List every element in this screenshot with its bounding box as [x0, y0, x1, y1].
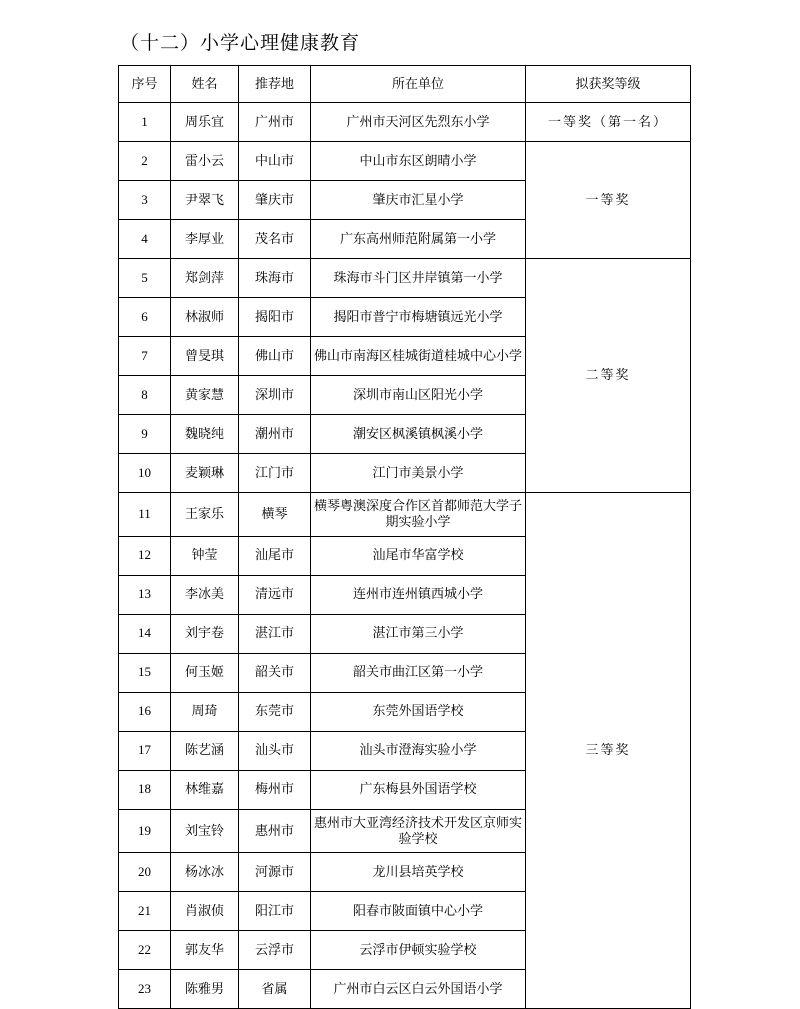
cell-no: 1	[119, 103, 171, 142]
cell-unit: 龙川县培英学校	[311, 853, 526, 892]
cell-unit: 中山市东区朗晴小学	[311, 142, 526, 181]
cell-place: 河源市	[239, 853, 311, 892]
table-row	[119, 142, 691, 181]
cell-no: 11	[119, 493, 171, 537]
cell-no: 12	[119, 536, 171, 575]
cell-place: 汕尾市	[239, 536, 311, 575]
column-header-place: 推荐地	[239, 66, 311, 103]
cell-no: 20	[119, 853, 171, 892]
cell-place: 揭阳市	[239, 298, 311, 337]
cell-unit: 东莞外国语学校	[311, 692, 526, 731]
cell-place: 湛江市	[239, 614, 311, 653]
cell-no: 22	[119, 931, 171, 970]
cell-no: 5	[119, 259, 171, 298]
cell-name: 何玉姬	[171, 653, 239, 692]
cell-name: 林淑师	[171, 298, 239, 337]
cell-no: 23	[119, 970, 171, 1009]
cell-place: 珠海市	[239, 259, 311, 298]
cell-place: 云浮市	[239, 931, 311, 970]
column-header-award: 拟获奖等级	[526, 66, 691, 103]
table-header-row	[119, 66, 691, 103]
cell-unit: 肇庆市汇星小学	[311, 181, 526, 220]
cell-no: 4	[119, 220, 171, 259]
table-body	[119, 103, 691, 1009]
cell-no: 2	[119, 142, 171, 181]
cell-name: 尹翠飞	[171, 181, 239, 220]
cell-place: 中山市	[239, 142, 311, 181]
cell-name: 刘宇卷	[171, 614, 239, 653]
cell-no: 16	[119, 692, 171, 731]
cell-name: 李厚业	[171, 220, 239, 259]
cell-unit: 广州市天河区先烈东小学	[311, 103, 526, 142]
table-row	[119, 103, 691, 142]
cell-no: 3	[119, 181, 171, 220]
cell-place: 惠州市	[239, 809, 311, 853]
cell-place: 阳江市	[239, 892, 311, 931]
cell-unit: 汕头市澄海实验小学	[311, 731, 526, 770]
cell-name: 肖淑侦	[171, 892, 239, 931]
cell-place: 佛山市	[239, 337, 311, 376]
cell-place: 汕头市	[239, 731, 311, 770]
cell-award: 一等奖	[526, 142, 691, 259]
cell-name: 林维嘉	[171, 770, 239, 809]
cell-no: 17	[119, 731, 171, 770]
award-table	[118, 65, 691, 1009]
cell-no: 6	[119, 298, 171, 337]
column-header-unit: 所在单位	[311, 66, 526, 103]
cell-name: 钟莹	[171, 536, 239, 575]
page-title: （十二）小学心理健康教育	[120, 33, 361, 54]
cell-name: 郑剑萍	[171, 259, 239, 298]
cell-unit: 汕尾市华富学校	[311, 536, 526, 575]
cell-award: 二等奖	[526, 259, 691, 493]
cell-name: 黄家慧	[171, 376, 239, 415]
cell-award: 三等奖	[526, 493, 691, 1009]
cell-no: 8	[119, 376, 171, 415]
cell-no: 14	[119, 614, 171, 653]
cell-unit: 横琴粤澳深度合作区首都师范大学子期实验小学	[311, 493, 526, 537]
cell-name: 麦颖琳	[171, 454, 239, 493]
cell-place: 广州市	[239, 103, 311, 142]
cell-place: 横琴	[239, 493, 311, 537]
cell-unit: 潮安区枫溪镇枫溪小学	[311, 415, 526, 454]
cell-name: 刘宝铃	[171, 809, 239, 853]
cell-unit: 佛山市南海区桂城街道桂城中心小学	[311, 337, 526, 376]
cell-name: 郭友华	[171, 931, 239, 970]
column-header-no: 序号	[119, 66, 171, 103]
cell-unit: 韶关市曲江区第一小学	[311, 653, 526, 692]
cell-unit: 广州市白云区白云外国语小学	[311, 970, 526, 1009]
cell-name: 周琦	[171, 692, 239, 731]
cell-place: 肇庆市	[239, 181, 311, 220]
cell-unit: 深圳市南山区阳光小学	[311, 376, 526, 415]
cell-place: 茂名市	[239, 220, 311, 259]
cell-unit: 惠州市大亚湾经济技术开发区京师实验学校	[311, 809, 526, 853]
cell-no: 21	[119, 892, 171, 931]
cell-no: 18	[119, 770, 171, 809]
cell-no: 10	[119, 454, 171, 493]
cell-place: 梅州市	[239, 770, 311, 809]
cell-unit: 连州市连州镇西城小学	[311, 575, 526, 614]
cell-unit: 广东高州师范附属第一小学	[311, 220, 526, 259]
cell-no: 15	[119, 653, 171, 692]
table-row	[119, 259, 691, 298]
cell-name: 周乐宜	[171, 103, 239, 142]
cell-name: 陈雅男	[171, 970, 239, 1009]
cell-place: 省属	[239, 970, 311, 1009]
cell-name: 杨冰冰	[171, 853, 239, 892]
cell-no: 7	[119, 337, 171, 376]
cell-no: 9	[119, 415, 171, 454]
cell-no: 19	[119, 809, 171, 853]
cell-award: 一等奖（第一名）	[526, 103, 691, 142]
column-header-name: 姓名	[171, 66, 239, 103]
cell-place: 深圳市	[239, 376, 311, 415]
cell-place: 东莞市	[239, 692, 311, 731]
cell-place: 江门市	[239, 454, 311, 493]
cell-unit: 广东梅县外国语学校	[311, 770, 526, 809]
cell-unit: 揭阳市普宁市梅塘镇远光小学	[311, 298, 526, 337]
cell-name: 曾旻琪	[171, 337, 239, 376]
cell-unit: 云浮市伊顿实验学校	[311, 931, 526, 970]
cell-name: 雷小云	[171, 142, 239, 181]
cell-place: 潮州市	[239, 415, 311, 454]
cell-place: 韶关市	[239, 653, 311, 692]
cell-no: 13	[119, 575, 171, 614]
cell-place: 清远市	[239, 575, 311, 614]
cell-unit: 江门市美景小学	[311, 454, 526, 493]
cell-unit: 珠海市斗门区井岸镇第一小学	[311, 259, 526, 298]
cell-unit: 阳春市陂面镇中心小学	[311, 892, 526, 931]
table-row	[119, 493, 691, 537]
cell-name: 李冰美	[171, 575, 239, 614]
cell-name: 魏晓纯	[171, 415, 239, 454]
cell-name: 王家乐	[171, 493, 239, 537]
cell-unit: 湛江市第三小学	[311, 614, 526, 653]
cell-name: 陈艺涵	[171, 731, 239, 770]
